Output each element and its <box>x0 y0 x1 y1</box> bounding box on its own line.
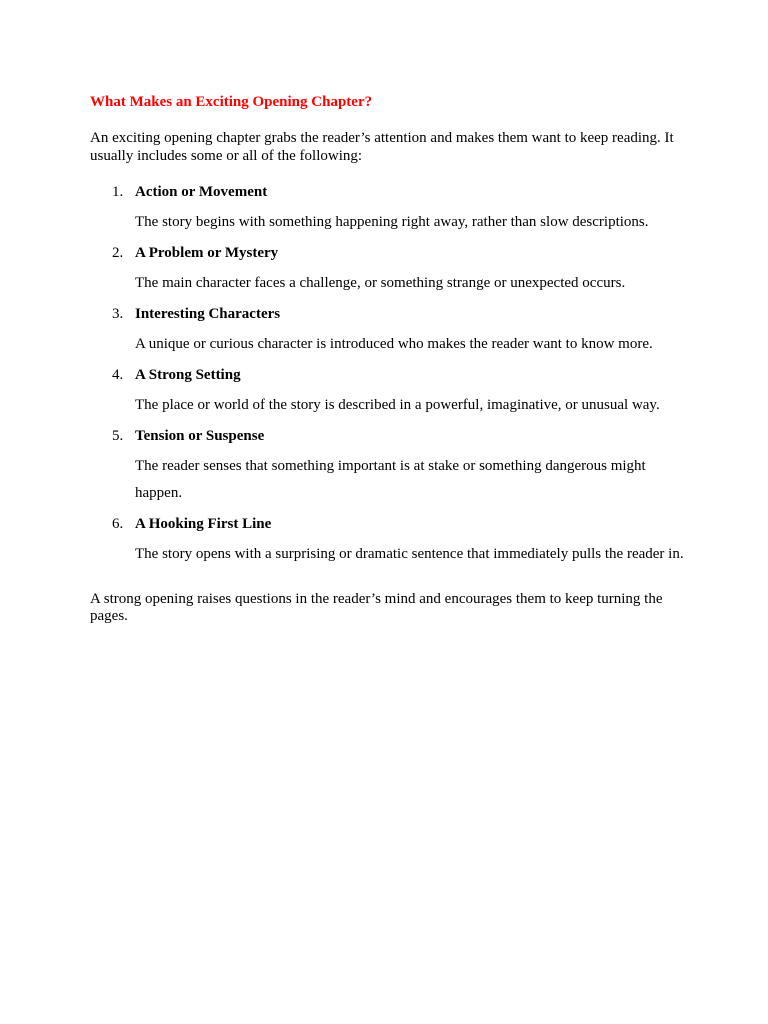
list-item <box>90 182 690 236</box>
list-item-number: 2. <box>112 245 124 261</box>
list-item-description: The story begins with something happening right away, rather than slow descriptions. <box>135 214 649 230</box>
list-item-heading: A Strong Setting <box>135 367 241 383</box>
list-item-heading: Tension or Suspense <box>135 428 265 444</box>
list-item-number: 5. <box>112 428 124 444</box>
list-item-number: 1. <box>112 184 124 200</box>
list-item <box>90 426 690 507</box>
list-item-number: 6. <box>112 516 124 532</box>
list-item-heading: A Hooking First Line <box>135 516 272 532</box>
page-title: What Makes an Exciting Opening Chapter? <box>90 94 373 110</box>
list-item-number: 4. <box>112 367 124 383</box>
list-item-heading: Interesting Characters <box>135 306 281 322</box>
list-item-description: The main character faces a challenge, or something strange or unexpected occurs. <box>135 275 626 291</box>
list-item-description: The place or world of the story is described in a powerful, imaginative, or unusual way. <box>135 397 660 413</box>
list-item-heading: A Problem or Mystery <box>135 245 279 261</box>
list-item-description: The reader senses that something important is at stake or something dangerous might happen. <box>135 458 646 501</box>
list-item-heading: Action or Movement <box>135 184 268 200</box>
list-item <box>90 304 690 358</box>
list-item-number: 3. <box>112 306 124 322</box>
list-item <box>90 365 690 419</box>
list-item <box>90 514 690 568</box>
document-page <box>90 92 690 625</box>
list-item-description: A unique or curious character is introduced who makes the reader want to know more. <box>135 336 653 352</box>
list-item <box>90 243 690 297</box>
feature-list <box>90 182 690 568</box>
closing-paragraph: A strong opening raises questions in the reader’s mind and encourages them to keep turning the pages. <box>90 591 663 624</box>
list-item-description: The story opens with a surprising or dramatic sentence that immediately pulls the reader in. <box>135 546 684 562</box>
intro-paragraph: An exciting opening chapter grabs the reader’s attention and makes them want to keep reading. It usually includes some or all of the following: <box>90 130 674 164</box>
